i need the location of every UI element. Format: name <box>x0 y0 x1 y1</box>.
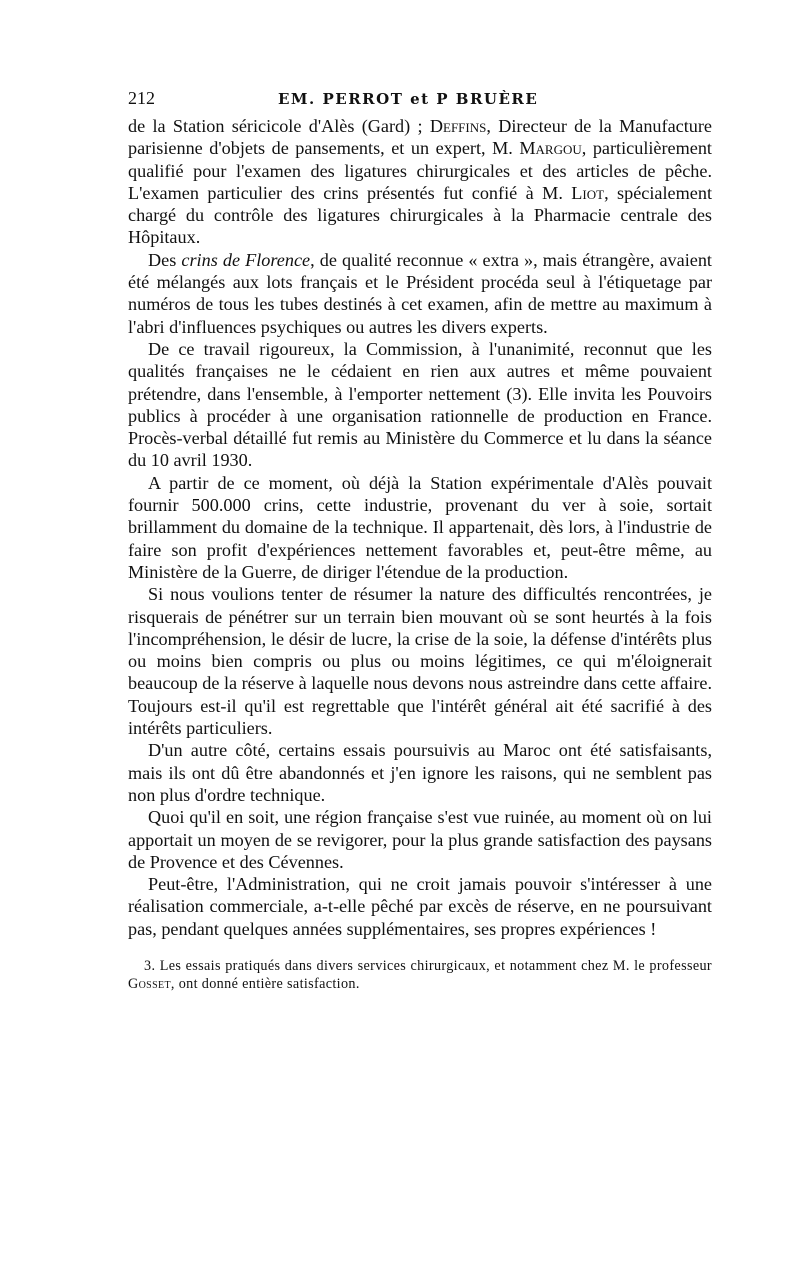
paragraph-5: Si nous voulions tenter de résumer la nature des difficultés rencontrées, je risquerais de pénétrer sur un terrain bien mouvant où se sont heurtés à la fois l'incompréhension, le désir de lucre, la crise de la soie, la défense d'intérêts plus ou moins bien compris ou plus ou moins légitimes, ce qui m'éloignerait beaucoup de la réserve à laquelle nous devons nous astreindre dans cette affaire. Toujours est-il qu'il est regrettable que l'intérêt général ait été sacrifié à des intérêts particuliers. <box>128 584 712 739</box>
name-deffins: Deffins <box>429 116 487 136</box>
paragraph-3: De ce travail rigoureux, la Commission, à l'unanimité, reconnut que les qualités françaises ne le cédaient en rien aux autres et même pouvaient prétendre, dans l'ensemble, à l'emporter nettement (3). Elle invita les Pouvoirs publics à procéder à une organisation rationnelle de production en France. Procès-verbal détaillé fut remis au Ministère du Commerce et lu dans la séance du 10 avril 1930. <box>128 338 712 471</box>
paragraph-1-text-b: , Directeur de la Manufacture parisienne d'objets de pansements, et un expert, M. <box>128 116 712 159</box>
paragraph-2 <box>128 249 712 338</box>
italic-crins-de-florence: crins de Florence <box>181 249 311 270</box>
paragraph-4: A partir de ce moment, où déjà la Station expérimentale d'Alès pouvait fournir 500.000 crins, cette industrie, provenant du ver à soie, sortait brillamment du domaine de la technique. Il appartenait, dès lors, à l'industrie de faire son profit d'expériences nettement favorables et, peut-être même, au Ministère de la Guerre, de diriger l'étendue de la production. <box>128 472 712 582</box>
paragraph-2-text-b: , de qualité reconnue « extra », mais étrangère, avaient été mélangés aux lots français et le Président procéda seul à l'étiquetage par numéros de tous les tubes destinés à cet examen, afin de mettre au maximum à l'abri d'influences psychiques ou autres les divers experts. <box>128 249 712 337</box>
paragraph-8: Peut-être, l'Administration, qui ne croit jamais pouvoir s'intéresser à une réalisation commerciale, a-t-elle pêché par excès de réserve, en ne poursuivant pas, pendant quelques années supplémentaires, ses propres expériences ! <box>128 874 712 939</box>
paragraph-1 <box>128 115 712 249</box>
paragraph-1-text-c: , particulièrement qualifié pour l'examen des ligatures chirurgicales et des articles de pêche. L'examen particulier des crins présentés fut confié à M. <box>128 138 712 203</box>
name-liot: Liot <box>571 182 605 203</box>
name-gosset: Gosset <box>128 975 171 992</box>
body-text <box>128 115 712 940</box>
header-title: EM. PERROT et P BRUÈRE <box>278 90 539 108</box>
paragraph-6: D'un autre côté, certains essais poursuivis au Maroc ont été satisfaisants, mais ils ont dû être abandonnés et j'en ignore les raisons, qui ne semblent pas non plus d'ordre technique. <box>128 740 712 805</box>
paragraph-7: Quoi qu'il en soit, une région française s'est vue ruinée, au moment où on lui apportait un moyen de se revigorer, pour la plus grande satisfaction des paysans de Provence et des Cévennes. <box>128 807 712 872</box>
page-number: 212 <box>128 88 155 108</box>
paragraph-1-text-a: de la Station séricicole d'Alès (Gard) ; <box>128 116 430 136</box>
paragraph-1-text-d: , spécialement chargé du contrôle des ligatures chirurgicales à la Pharmacie centrale des Hôpitaux. <box>128 182 712 248</box>
running-head <box>128 88 712 114</box>
document-page <box>128 88 712 993</box>
paragraph-2-text-a: Des <box>148 249 182 270</box>
footnote-3-text-a: 3. Les essais pratiqués dans divers services chirurgicaux, et notamment chez M. le professeur <box>144 957 712 974</box>
footnote-3-text-b: , ont donné entière satisfaction. <box>170 975 360 992</box>
footnotes <box>128 957 712 993</box>
name-margou: Margou <box>519 138 582 159</box>
footnote-3 <box>128 957 712 993</box>
